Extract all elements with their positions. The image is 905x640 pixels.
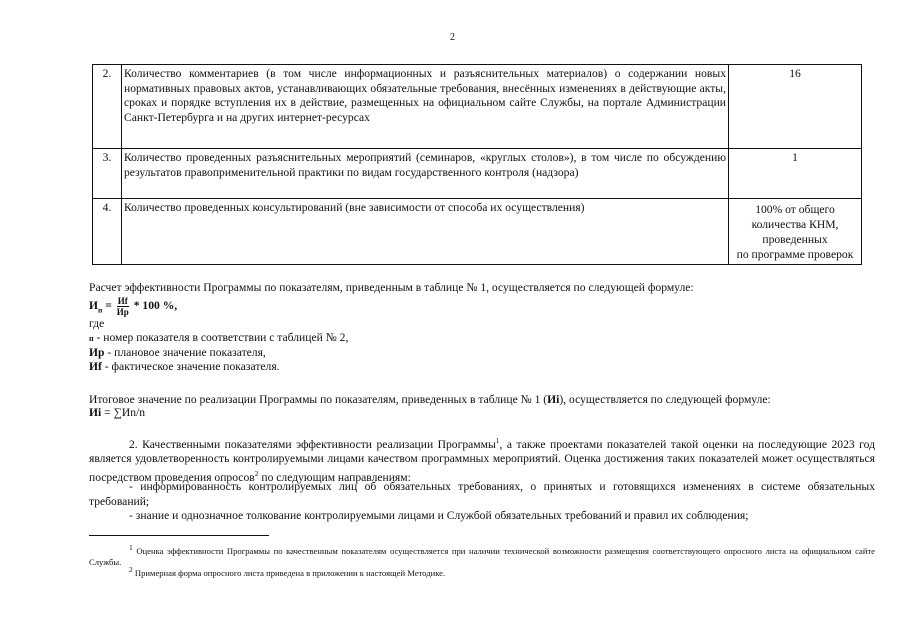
formula-lhs: $И_п$ <box>89 299 103 315</box>
row-value <box>729 199 862 265</box>
row-number: 4. <box>93 199 122 265</box>
total-intro <box>89 393 771 407</box>
page-number: 2 <box>450 32 455 43</box>
formula-fraction <box>117 296 129 317</box>
formula-lhs: Иi <box>89 406 102 419</box>
fraction-denominator: Ир <box>116 307 129 317</box>
bullet-item: - информированность контролируемых лиц об обязательных требованиях, о принятых и готовящихся изменениях в системе обязательных требований; <box>89 480 875 508</box>
value-line: количества КНМ, <box>751 218 839 231</box>
indicators-table <box>92 64 862 265</box>
footnote <box>89 564 875 579</box>
row-text: Количество проведенных консультирований (вне зависимости от способа их осуществления) <box>122 199 729 265</box>
definition-line <box>89 360 280 374</box>
where-label: где <box>89 317 105 330</box>
value-line: проведенных <box>762 233 828 246</box>
definition-text: - фактическое значение показателя. <box>101 360 280 373</box>
value-line: по программе проверок <box>736 248 854 261</box>
definition-symbol: Иf <box>89 360 102 373</box>
table-row <box>93 149 862 199</box>
footnote-text: Оценка эффективности Программы по качественным показателям осуществляется при наличии технической возможности размещения соответствующего опросного листа на официальном сайте Службы. <box>89 545 875 567</box>
row-text: Количество комментариев (в том числе информационных и разъяснительных материалов) о содержании новых нормативных правовых актов, устанавливающих обязательные требования, внесённых изменениях в действующие акты, сроках и порядке вступления их в действие, размещенных на официальном сайте Службы, на портале Администрации Санкт-Петербурга и на других интернет-ресурсах <box>122 65 729 149</box>
formula-rhs: = ∑Иn/n <box>101 406 146 419</box>
definition-text: - номер показателя в соответствии с таблицей № 2, <box>93 331 349 344</box>
definition-symbol: Ир <box>89 346 105 359</box>
fraction-numerator: Иf <box>117 296 128 306</box>
footnote-ref: 1 <box>495 436 500 445</box>
footnote-separator <box>89 535 269 536</box>
calc-intro: Расчет эффективности Программы по показателям, приведенным в таблице № 1, осуществляется по следующей формуле: <box>89 281 694 294</box>
formula-eq: = <box>105 299 112 313</box>
value-line: 100% от общего <box>755 203 835 216</box>
total-text: Итоговое значение по реализации Программы по показателям, приведенных в таблице № 1 ( <box>89 393 548 406</box>
table-row <box>93 199 862 265</box>
definition-symbol: п <box>89 334 94 343</box>
definition-text: - плановое значение показателя, <box>104 346 266 359</box>
formula-rest: * 100 %, <box>133 299 178 313</box>
row-number: 3. <box>93 149 122 199</box>
footnote-text: Примерная форма опросного листа приведена в приложении к настоящей Методике. <box>132 567 446 578</box>
formula-2 <box>89 406 145 420</box>
row-text: Количество проведенных разъяснительных мероприятий (семинаров, «круглых столов»), в том числе по обсуждению результатов правоприменительной практики по видам государственного контроля (надзора) <box>122 149 729 199</box>
definition-line <box>89 331 348 346</box>
paragraph-2: 2. Качественными показателями эффективности реализации Программы$^1$, а также проектами показателей такой оценки на последующие 2023 год является удовлетворенность контролируемыми лицами качеством программных мероприятий. Оценка достижения таких показателей может осуществляться посредством проведения опросов$^2$ по следующим направлениям: <box>89 436 875 484</box>
total-text: ), осуществляется по следующей формуле: <box>559 393 771 406</box>
row-number: 2. <box>93 65 122 149</box>
row-value: 16 <box>729 65 862 149</box>
footnote-ref: 2 <box>254 468 259 478</box>
row-value: 1 <box>729 149 862 199</box>
footnote-mark: 1 <box>129 543 133 552</box>
total-symbol: Иi <box>547 393 560 406</box>
footnote-mark: 2 <box>129 565 133 574</box>
definition-line <box>89 346 266 360</box>
bullet-item: - знание и однозначное толкование контролируемыми лицами и Службой обязательных требований и правил их соблюдения; <box>129 509 749 522</box>
table-row <box>93 65 862 149</box>
